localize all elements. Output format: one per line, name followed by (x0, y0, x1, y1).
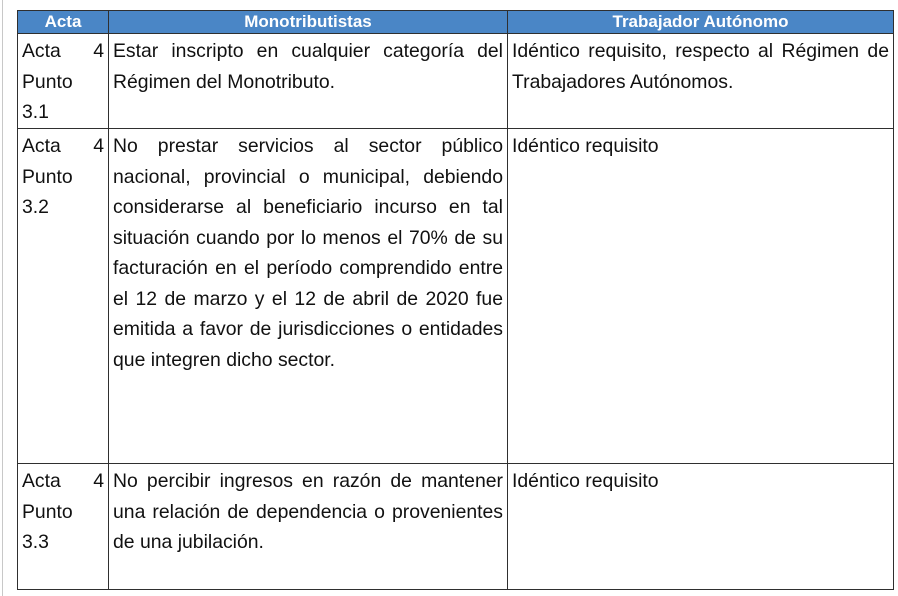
acta-text: Acta 4 Punto 3.2 (22, 135, 104, 218)
acta-cell (18, 129, 109, 464)
header-monotributistas: Monotributistas (109, 11, 508, 34)
monotributistas-text: No prestar servicios al sector público nacional, provincial o municipal, debiendo considerarse al beneficiario incurso en tal situación cuando por lo menos el 70% de su facturación en el período comprendido entre el 12 de marzo y el 12 de abril de 2020 fue emitida a favor de jurisdicciones o entidades que integren dicho sector. (113, 135, 503, 371)
table-row (18, 34, 894, 129)
autonomo-text: Idéntico requisito, respecto al Régimen de Trabajadores Autónomos. (512, 40, 889, 93)
header-trabajador-autonomo: Trabajador Autónomo (508, 11, 894, 34)
acta-cell (18, 34, 109, 129)
header-acta: Acta (18, 11, 109, 34)
acta-text: Acta 4 Punto 3.3 (22, 470, 104, 553)
monotributistas-text: Estar inscripto en cualquier categoría del Régimen del Monotributo. (113, 40, 503, 93)
page-left-rule (2, 0, 3, 596)
requirements-table (17, 10, 894, 590)
monotributistas-cell (109, 129, 508, 464)
autonomo-cell (508, 34, 894, 129)
monotributistas-text: No percibir ingresos en razón de mantener una relación de dependencia o provenientes de una jubilación. (113, 470, 503, 553)
autonomo-text: Idéntico requisito (512, 470, 659, 492)
autonomo-text: Idéntico requisito (512, 135, 659, 157)
table-body (18, 34, 894, 590)
table-row (18, 129, 894, 464)
autonomo-cell (508, 129, 894, 464)
monotributistas-cell (109, 34, 508, 129)
table-row (18, 464, 894, 590)
acta-cell (18, 464, 109, 590)
autonomo-cell (508, 464, 894, 590)
monotributistas-cell (109, 464, 508, 590)
table-header (18, 11, 894, 34)
header-row (18, 11, 894, 34)
acta-text: Acta 4 Punto 3.1 (22, 40, 104, 123)
